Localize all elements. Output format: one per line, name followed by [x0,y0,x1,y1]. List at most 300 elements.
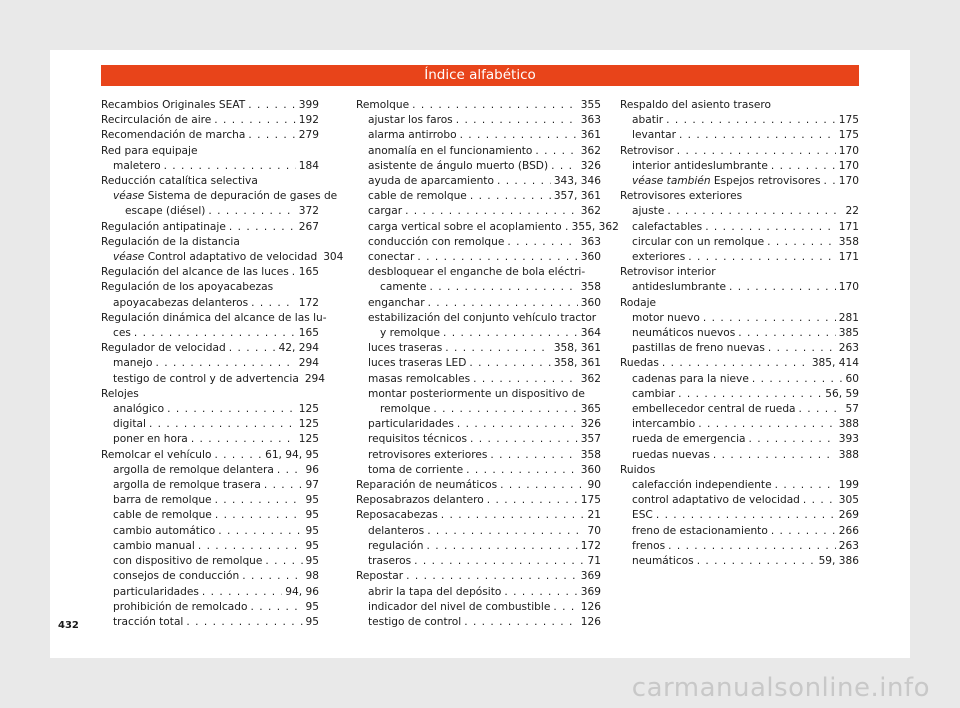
index-entry-pages: 171 [838,251,859,264]
index-entry-term: apoyacabezas delanteros [113,296,249,309]
index-entry-term: enganchar [368,296,425,309]
dot-leader [470,432,578,447]
index-entry [101,128,319,143]
index-entry-pages: 263 [838,342,859,355]
index-entry-term: escape (diésel) [125,205,206,218]
index-entry [356,554,601,569]
index-entry [620,189,859,204]
dot-leader [553,600,577,615]
dot-leader [445,341,551,356]
index-entry-pages: 357 [580,433,601,446]
index-entry [356,144,601,159]
index-entry-pages: 95 [305,509,319,522]
dot-leader [441,508,585,523]
index-entry-term: luces traseras [368,342,443,355]
index-entry-term: retrovisores exteriores [368,448,488,461]
index-entry-term: asistente de ángulo muerto (BSD) [368,159,549,172]
index-entry [101,585,319,600]
index-entry-pages: 95 [305,615,319,628]
index-entry [101,98,319,113]
dot-leader [443,326,578,341]
dot-leader [426,539,577,554]
index-entry-term: calefactables [632,220,703,233]
dot-leader [405,204,578,219]
index-entry [356,326,601,341]
index-entry [356,417,601,432]
index-entry-pages: 358, 361 [553,357,601,370]
dot-leader [656,508,836,523]
index-entry-term: calefacción independiente [632,479,772,492]
index-entry-term: testigo de control [368,615,462,628]
index-entry-pages: 267 [298,220,319,233]
index-entry-term: pastillas de freno nuevas [632,342,765,355]
index-entry-term: cambio manual [113,539,195,552]
index-entry-pages: 363 [580,235,601,248]
index-entry [101,463,319,478]
index-entry-term: levantar [632,129,676,142]
dot-leader [433,402,577,417]
index-entry [620,128,859,143]
dot-leader [551,159,578,174]
dot-leader [155,356,295,371]
dot-leader [251,600,303,615]
index-entry [101,326,319,341]
index-entry-term: montar posteriormente un dispositivo de [368,387,585,400]
index-entry-term: consejos de conducción [113,570,240,583]
index-entry-term: Respaldo del asiento trasero [620,99,772,111]
index-entry-term: carga vertical sobre el acoplamiento . 355, 362 [368,220,619,233]
index-entry-term: traseros [368,555,412,568]
index-entry [620,280,859,295]
index-entry [101,402,319,417]
index-entry-pages: 360 [580,296,601,309]
index-entry [101,417,319,432]
dot-leader [535,144,577,159]
index-entry-term: frenos [632,539,666,552]
index-entry-pages: 21 [587,509,601,522]
index-entry-term: toma de corriente [368,463,464,476]
index-entry-term: ruedas nuevas [632,448,710,461]
dot-leader [215,493,303,508]
index-entry [620,554,859,569]
index-entry-term: véase Sistema de depuración de gases de [113,190,338,203]
index-entry-pages: 385, 414 [811,357,859,370]
index-entry [356,493,601,508]
dot-leader [775,478,836,493]
index-entry [101,174,319,189]
index-entry-term: Remolque [356,99,410,111]
index-entry-term: ces [113,327,131,340]
dot-leader [466,463,578,478]
index-entry-pages: 170 [838,159,859,172]
index-entry-term: anomalía en el funcionamiento [368,144,533,157]
dot-leader [229,341,276,356]
index-entry-term: digital [113,418,146,431]
index-entry [356,463,601,478]
dot-leader [292,265,296,280]
index-entry-term: Regulación del alcance de las luces [101,266,289,279]
dot-leader [264,478,303,493]
index-entry-pages: 343, 346 [553,175,601,188]
index-entry-pages: 279 [298,129,319,142]
index-entry [620,478,859,493]
dot-leader [248,98,296,113]
index-entry [620,311,859,326]
index-entry [356,265,601,280]
index-entry-term: exteriores [632,251,686,264]
index-entry-pages: 125 [298,403,319,416]
index-entry [620,402,859,417]
index-entry [356,569,601,584]
index-entry-pages: 388 [838,448,859,461]
dot-leader [667,204,842,219]
index-entry [356,98,601,113]
index-entry [356,387,601,402]
index-entry [356,250,601,265]
dot-leader [504,585,577,600]
index-entry-pages: 95 [305,539,319,552]
index-entry [101,356,319,371]
index-entry [101,524,319,539]
dot-leader [703,311,836,326]
index-entry-pages: 126 [580,615,601,628]
index-entry-term: control adaptativo de velocidad [632,494,800,507]
index-entry [101,296,319,311]
index-entry [356,159,601,174]
dot-leader [265,554,302,569]
index-entry [101,387,319,402]
index-entry [620,387,859,402]
dot-leader [752,372,843,387]
dot-leader [738,326,836,341]
index-entry [101,113,319,128]
dot-leader [248,128,295,143]
index-entry-term: requisitos técnicos [368,433,467,446]
index-entry-pages: 294 [298,357,319,370]
index-entry-pages: 22 [845,205,859,218]
index-entry [620,356,859,371]
index-entry-term: Reposabrazos delantero [356,494,484,507]
dot-leader [679,128,836,143]
index-entry-term: conectar [368,251,415,264]
index-entry-term: circular con un remolque [632,235,765,248]
index-entry-term: barra de remolque [113,494,212,507]
index-entry-term: motor nuevo [632,311,700,324]
index-entry-pages: 95 [305,600,319,613]
index-entry [101,432,319,447]
index-entry-pages: 170 [838,281,859,294]
index-entry-pages: 170 [838,175,859,188]
index-entry [620,296,859,311]
index-entry [620,144,859,159]
index-column-1 [101,98,344,630]
index-entry-pages: 357, 361 [553,190,601,203]
index-entry-pages: 192 [298,114,319,127]
index-entry [620,326,859,341]
index-entry-pages: 362 [580,144,601,157]
index-entry [101,280,319,295]
dot-leader [149,417,296,432]
index-entry-pages: 125 [298,418,319,431]
index-entry-term: particularidades [113,585,199,598]
index-entry [620,250,859,265]
dot-leader [470,189,551,204]
dot-leader [430,280,578,295]
dot-leader [823,174,835,189]
index-entry [620,539,859,554]
index-entry [620,372,859,387]
index-entry-term: analógico [113,403,165,416]
index-entry-term: maletero [113,159,161,172]
dot-leader [666,113,836,128]
dot-leader [277,463,303,478]
dot-leader [507,235,577,250]
index-entry [101,250,344,265]
index-entry-pages: 369 [580,570,601,583]
dot-leader [167,402,296,417]
index-entry-term: Retrovisores exteriores [620,190,743,203]
dot-leader [668,539,836,554]
index-entry-term: neumáticos nuevos [632,327,736,340]
page-number: 432 [58,620,79,631]
index-entry-term: véase Control adaptativo de velocidad [113,251,318,264]
dot-leader [464,615,578,630]
index-entry-pages: 326 [580,418,601,431]
index-entry [356,341,601,356]
index-entry-term: Remolcar el vehículo [101,448,212,461]
dot-leader [473,372,578,387]
index-entry-term: Red para equipaje [101,144,198,157]
index-entry-term: Ruidos [620,463,656,476]
index-entry-pages: 360 [580,251,601,264]
index-entry-pages: 305 [838,494,859,507]
index-entry-term: antideslumbrante [632,281,726,294]
index-entry-pages: 263 [838,539,859,552]
index-entry [620,98,859,113]
dot-leader [457,417,578,432]
dot-leader [214,113,295,128]
index-entry-term: desbloquear el enganche de bola eléctri- [368,266,586,279]
index-entry-pages: 126 [580,600,601,613]
index-entry [101,600,319,615]
index-entry-pages: 175 [838,114,859,127]
index-entry [356,402,601,417]
dot-leader [469,356,550,371]
index-entry-pages: 42, 294 [278,342,319,355]
index-entry [620,113,859,128]
index-entry-term: cable de remolque [113,509,212,522]
index-entry [101,341,319,356]
index-entry [101,508,319,523]
index-entry [356,448,601,463]
dot-leader [134,326,296,341]
index-entry [356,235,601,250]
dot-leader [729,280,836,295]
index-entry-term: Recomendación de marcha [101,129,246,142]
index-entry-term: Recirculación de aire [101,114,212,127]
dot-leader [662,356,809,371]
index-entry-pages: 362 [580,205,601,218]
index-entry-pages: 363 [580,114,601,127]
index-entry-pages: 199 [838,479,859,492]
index-entry-term: Reparación de neumáticos [356,479,498,492]
index-entry [356,311,601,326]
index-entry-term: con dispositivo de remolque [113,555,263,568]
index-entry-pages: 59, 386 [818,555,859,568]
index-entry [101,554,319,569]
index-entry [356,600,601,615]
index-entry-pages: 95 [305,524,319,537]
index-entry-pages: 125 [298,433,319,446]
index-entry [101,144,319,159]
index-entry-pages: 269 [838,509,859,522]
dot-leader [427,524,584,539]
index-entry-pages: 358 [580,448,601,461]
index-entry [101,204,319,219]
dot-leader [497,174,551,189]
index-entry-pages: 294 [304,372,326,385]
index-entry [620,417,859,432]
dot-leader [768,341,836,356]
index-entry-pages: 70 [587,524,601,537]
index-entry-pages: 175 [838,129,859,142]
index-entry [620,432,859,447]
index-entry-pages: 56, 59 [825,387,859,400]
dot-leader [218,524,302,539]
index-entry [101,569,319,584]
index-entry-term: freno de estacionamiento [632,524,768,537]
dot-leader [677,144,836,159]
index-entry-term: Reducción catalítica selectiva [101,175,258,188]
index-entry-pages: 98 [305,570,319,583]
dot-leader [749,432,836,447]
index-entry [356,356,601,371]
index-entry-pages: 355 [580,99,601,111]
index-entry-pages: 90 [587,479,601,492]
dot-leader [697,554,816,569]
index-entry [620,220,859,235]
dot-leader [229,220,296,235]
index-entry [620,463,859,478]
dot-leader [460,128,578,143]
index-entry [620,508,859,523]
index-entry-term: abrir la tapa del depósito [368,585,502,598]
dot-leader [214,448,262,463]
index-entry [101,265,319,280]
index-entry-term: alarma antirrobo [368,129,457,142]
dot-leader [688,250,836,265]
index-entry-pages: 165 [298,266,319,279]
index-entry-term: poner en hora [113,433,188,446]
index-entry-term: delanteros [368,524,425,537]
index-entry [356,174,601,189]
dot-leader [414,554,584,569]
index-entry-term: Regulador de velocidad [101,342,226,355]
index-entry [101,372,326,387]
index-entry [101,235,319,250]
index-entry [356,508,601,523]
index-entry-pages: 165 [298,327,319,340]
index-entry-pages: 358 [580,281,601,294]
index-entry [356,113,601,128]
index-entry-pages: 358, 361 [553,342,601,355]
index-entry-term: argolla de remolque trasera [113,479,261,492]
dot-leader [698,417,836,432]
index-entry-pages: 71 [587,555,601,568]
index-entry-pages: 96 [305,463,319,476]
index-entry-pages: 170 [838,144,859,157]
index-entry-term: remolque [380,403,431,416]
index-entry-pages: 326 [580,159,601,172]
index-entry-term: ayuda de aparcamiento [368,175,494,188]
index-entry-term: manejo [113,357,153,370]
index-entry-term: prohibición de remolcado [113,600,248,613]
index-entry-pages: 175 [580,494,601,507]
index-entry-term: Regulación antipatinaje [101,220,226,233]
index-entry-pages: 184 [298,159,319,172]
index-entry-term: tracción total [113,615,184,628]
dot-leader [186,615,302,630]
index-entry-term: Retrovisor [620,144,674,157]
dot-leader [713,448,836,463]
index-entry [620,448,859,463]
index-entry-term: Rodaje [620,296,657,309]
index-entry-pages: 369 [580,585,601,598]
index-entry-term: rueda de emergencia [632,433,746,446]
dot-leader [678,387,822,402]
index-entry-pages: 172 [580,539,601,552]
index-entry-pages: 360 [580,463,601,476]
index-entry [101,478,319,493]
dot-leader [208,204,295,219]
index-entry [356,585,601,600]
index-entry [620,204,859,219]
index-entry [620,493,859,508]
index-entry-pages: 362 [580,372,601,385]
index-entry-term: ajuste [632,205,665,218]
index-entry-term: Repostar [356,570,404,583]
index-entry [356,189,601,204]
index-entry [356,280,601,295]
index-column-3 [620,98,859,569]
dot-leader [164,159,296,174]
dot-leader [191,432,296,447]
dot-leader [490,448,577,463]
index-entry-term: Regulación de la distancia [101,235,240,248]
index-entry-term: estabilización del conjunto vehículo tractor [368,311,597,324]
index-entry-term: intercambio [632,418,696,431]
index-entry-term: Ruedas [620,357,659,370]
index-entry [101,189,338,204]
dot-leader [771,159,836,174]
index-entry-term: cambiar [632,387,676,400]
index-entry-term: regulación [368,539,424,552]
index-entry [101,493,319,508]
index-entry [356,615,601,630]
index-entry [356,128,601,143]
dot-leader [242,569,302,584]
index-entry [356,432,601,447]
dot-leader [215,508,303,523]
index-entry-term: cargar [368,205,403,218]
index-entry-pages: 393 [838,433,859,446]
index-entry [356,524,601,539]
index-entry [101,159,319,174]
index-entry-term: véase también Espejos retrovisores [632,175,821,188]
dot-leader [771,524,836,539]
index-entry-term: particularidades [368,418,454,431]
index-entry-term: Regulación dinámica del alcance de las lu- [101,311,327,324]
